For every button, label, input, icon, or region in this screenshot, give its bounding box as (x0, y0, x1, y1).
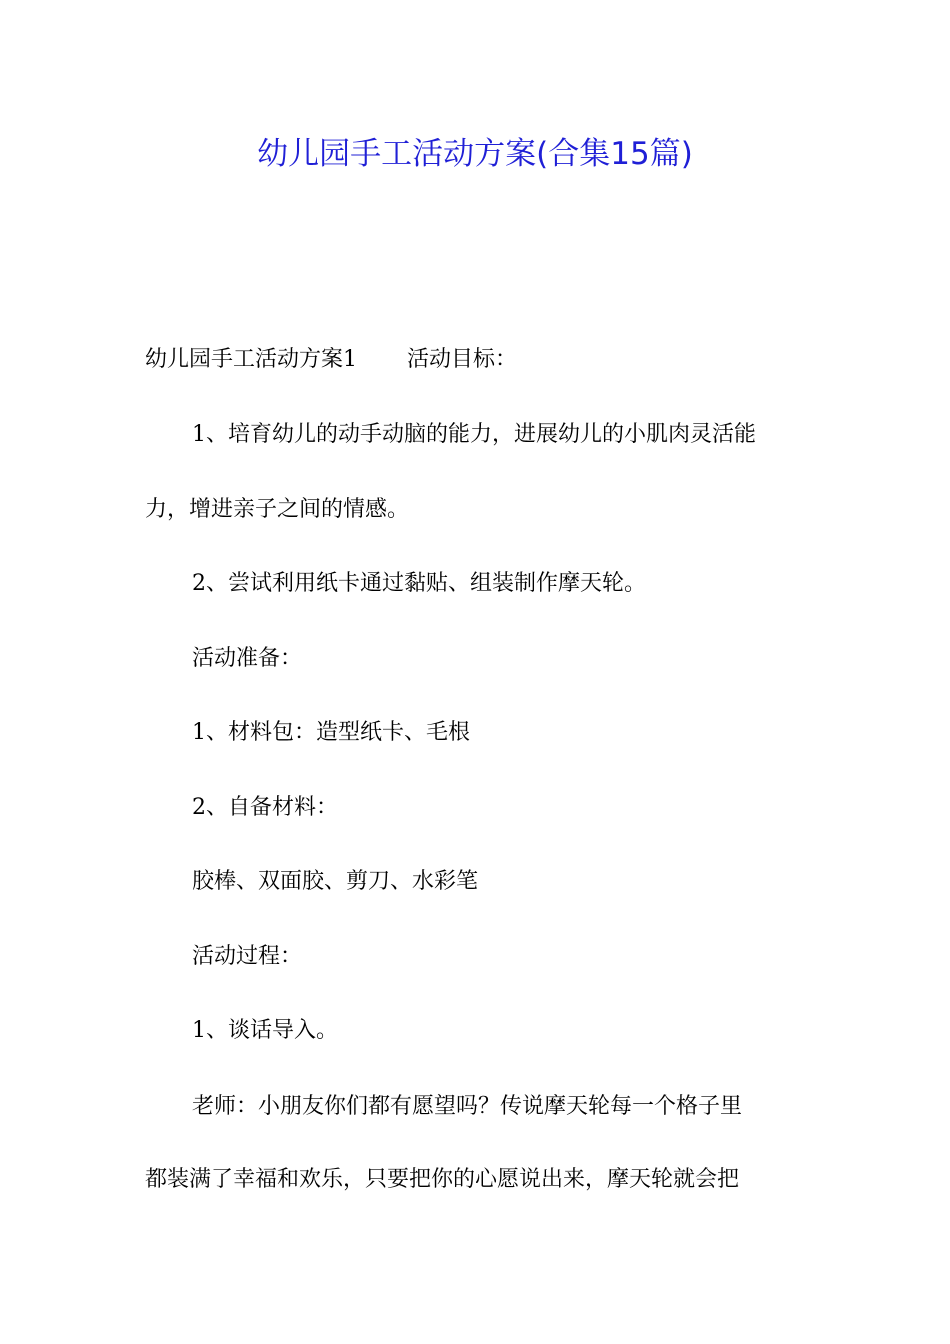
paragraph-line: 活动过程： (192, 944, 303, 969)
paragraph-line: 老师：小朋友你们都有愿望吗？传说摩天轮每一个格子里 (192, 1094, 743, 1119)
document-title: 幼儿园手工活动方案(合集15篇) (257, 136, 693, 172)
paragraph-line: 2、尝试利用纸卡通过黏贴、组装制作摩天轮。 (192, 571, 646, 596)
paragraph-line: 1、培育幼儿的动手动脑的能力，进展幼儿的小肌肉灵活能 (192, 422, 756, 447)
paragraph-line: 1、谈话导入。 (192, 1018, 338, 1043)
paragraph-line: 1、材料包：造型纸卡、毛根 (192, 720, 470, 745)
section-heading-line (145, 343, 810, 377)
paragraph-line: 胶棒、双面胶、剪刀、水彩笔 (192, 869, 479, 894)
paragraph-line: 力，增进亲子之间的情感。 (145, 497, 410, 522)
paragraph-line: 2、自备材料： (192, 795, 338, 820)
paragraph-line: 活动准备： (192, 646, 303, 671)
plan-heading: 幼儿园手工活动方案1 (145, 347, 357, 372)
goal-heading: 活动目标： (407, 347, 518, 372)
paragraph-line: 都装满了幸福和欢乐，只要把你的心愿说出来，摩天轮就会把 (145, 1167, 740, 1192)
